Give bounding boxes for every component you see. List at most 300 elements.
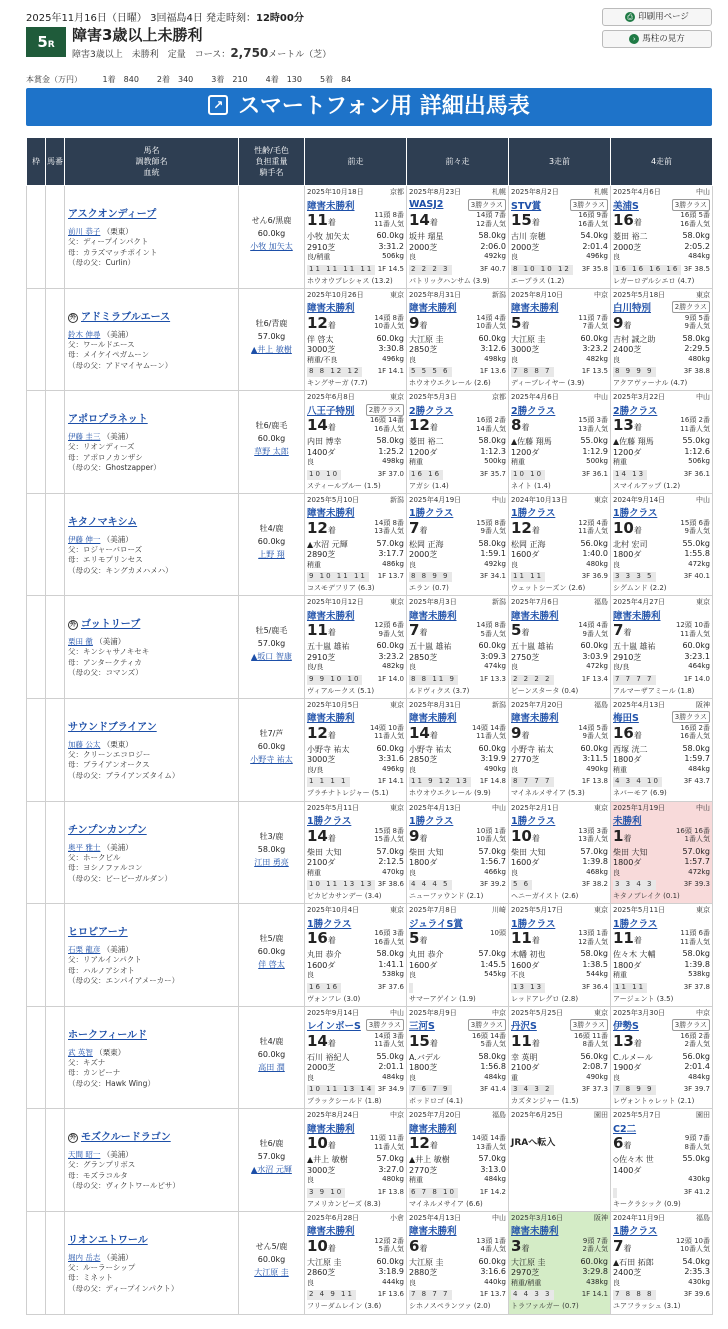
sire: 父：ロジャーバローズ [68,544,143,554]
table-header [27,138,713,186]
past-distance: 2910芝 [613,652,642,662]
col-p1: 前走 [305,138,407,186]
finish-position: 16着 [613,211,642,229]
past-race-cell: 2025年8月23日 札幌 WASJ2 3勝クラス 14着 14頭 7番 12番人気 坂井 瑠星 58.0kg 2000芝 2:06.0 良 492kg 2 2 2 3 3F 40.7 パトリックハンサム (3.9) [407,186,509,289]
past-date: 2025年1月19日 [613,803,666,812]
winner-name: キングサーガ (7.7) [307,379,368,388]
past-distance: 2850芝 [409,345,438,355]
passing-order: 16 16 [309,982,340,991]
finish-position: 13着 [613,1031,642,1050]
past-race-link[interactable]: 1勝クラス [613,1226,658,1238]
past-date: 2025年6月8日 [307,393,355,402]
past-race-link[interactable]: 伊勢S [613,1021,639,1033]
past-date: 2025年4月27日 [613,598,666,607]
num-cell [46,698,65,801]
past-race-link[interactable]: 障害未勝利 [307,1123,355,1135]
jockey-link[interactable]: 小牧 加矢太 [250,242,293,251]
jockey-link[interactable]: ▲水沼 元輝 [251,1165,292,1175]
past-place: 中京 [594,290,608,299]
past-date: 2025年4月13日 [409,803,462,812]
race-conditions: 障害3歳以上 未勝利 定量 コース：2,750メートル（芝） [72,46,332,60]
past-date: 2025年7月20日 [511,700,564,709]
past-distance: 1900ダ [613,1063,642,1073]
finish-position: 16着 [307,929,336,948]
winner-name: ヴィアルークス (5.1) [307,686,375,695]
past-race-link[interactable]: 障害未勝利 [511,713,559,725]
past-jockey: 小野寺 祐太 [511,744,554,754]
past-jockey: 大江原 圭 [307,1257,342,1267]
race-name: 障害3歳以上未勝利 [72,26,203,44]
winner-name: プラチナトレジャー (5.1) [307,789,389,798]
past-time: 3:16.6 [480,1267,506,1277]
field-info: 14頭 4番 10番人気 [476,313,506,331]
past-race-link[interactable]: 障害未勝利 [409,713,457,725]
past-race-cell: 2025年4月19日 中山 1勝クラス 7着 15頭 8番 9番人気 松岡 正海 58.0kg 2000芝 1:59.1 良 492kg 8 8 9 9 3F 34.1 エラン (0.7) [407,493,509,596]
col-num: 馬番 [46,138,65,186]
past-place: 東京 [594,803,608,812]
field-info: 16頭 2番 2番人気 [680,1031,710,1049]
past-time: 1:45.5 [480,959,506,969]
trainer-link[interactable]: 石栗 龍彦 [68,945,101,955]
past-race-cell: 2025年5月11日 東京 1勝クラス 11着 11頭 6番 11番人気 佐々木 大輔 58.0kg 1800ダ 1:39.8 稍重 538kg 11 11 3F 37.8 アージェント (3.5) [611,904,713,1007]
past-date: 2025年5月17日 [511,906,564,915]
race-date: 2025年11月16日（日曜） [26,13,147,24]
guide-button[interactable]: › 馬柱の見方 [602,30,712,48]
jockey-link[interactable]: 高田 潤 [258,1062,285,1072]
grade-badge: 3勝クラス [468,1019,506,1031]
winner-name: アルマーザアミール (1.8) [613,686,695,695]
num-cell [46,801,65,904]
past-jockey: 木幡 初也 [511,950,546,960]
sex-age: 牡6/青鹿 [255,318,288,328]
past-race-link[interactable]: 梅田S [613,713,639,725]
past-date: 2025年8月23日 [409,188,462,196]
field-info: 16頭 3番 16番人気 [374,929,404,946]
past-race-link[interactable]: 障害未勝利 [409,303,457,315]
table-row [27,1109,713,1212]
winner-name: アクアヴァーナル (4.7) [613,379,688,388]
past-race-link[interactable]: 障害未勝利 [307,508,355,520]
passing-order: 3 3 3 5 [615,572,654,581]
past-place: 東京 [696,598,710,607]
sex-age: 牡4/鹿 [259,1036,284,1046]
past-race-cell: 2025年5月25日 東京 丹沢S 3勝クラス 11着 16頭 11番 8番人気 幸 英明 56.0kg 2100ダ 2:08.7 重 490kg 3 4 3 2 3F 37.3 カズタンジャー (1.5) [509,1006,611,1109]
finish-position: 9着 [511,723,530,742]
past-time: 1:59.7 [684,754,710,764]
horse-name-link[interactable]: 外 モズクルードラゴン [69,1132,171,1144]
dam: 母：カラズマッチポイント [68,247,158,257]
passing-order: 13 13 [513,982,544,991]
past-place: 東京 [390,906,404,915]
past-race-cell: 2025年4月13日 中山 1勝クラス 9着 10頭 1番 10番人気 柴田 大知 57.0kg 1800ダ 1:56.7 良 466kg 4 4 4 5 3F 39.2 ニューファウンド (2.1) [407,801,509,904]
grade-badge: 3勝クラス [672,199,710,211]
past-race-cell: 2025年6月8日 東京 八王子特別 2勝クラス 14着 16頭 14番 16番人気 内田 博幸 58.0kg 1400ダ 1:25.2 良 498kg 10 10 3F 37.0 スティールブルー (1.5) [305,391,407,494]
field-info: 14頭 4番 9番人気 [578,621,608,638]
past-race-cell: 2025年6月25日 園田 JRAへ転入 [509,1109,611,1212]
past-race-link[interactable]: 三河S [409,1021,435,1033]
horse-cell [65,391,239,494]
past-date: 2025年9月14日 [307,1008,360,1017]
passing-order: 8 9 9 9 [615,367,654,376]
past-race-link[interactable]: ジュライS賞 [409,918,463,930]
past-race-link[interactable]: 八王子特別 [307,405,355,417]
past-race-link[interactable]: 障害未勝利 [307,200,355,212]
past-time: 2:01.4 [582,241,608,251]
past-race-link[interactable]: 1勝クラス [307,918,352,930]
trainer: 天間 昭一 （美浦） [68,1150,133,1160]
past-distance: 1800ダ [613,858,642,868]
col-sex: 性齢/毛色 負担重量 騎手名 [239,138,305,186]
winner-name: ユアフラッシュ (3.1) [613,1302,681,1311]
past-date: 2025年10月18日 [307,188,364,196]
past-jockey: 柴田 大知 [613,847,648,857]
past-race-link[interactable]: 2勝クラス [511,405,556,417]
past-time: 1:40.0 [582,549,608,559]
jockey-link[interactable]: 上野 翔 [258,549,285,559]
past-time: 1:12.9 [582,446,608,456]
field-info: 12頭 6番 9番人気 [374,621,404,638]
past-race-link[interactable]: 2勝クラス [409,405,454,417]
field-info: 13頭 1番 4番人気 [476,1236,506,1254]
past-distance: 2770芝 [409,1165,438,1175]
past-distance: 2860芝 [307,1268,336,1278]
past-jockey: 西塚 洸二 [613,744,648,754]
past-time: 3:30.8 [378,344,404,354]
past-jockey: 五十嵐 雄祐 [511,642,554,652]
past-date: 2025年5月18日 [613,290,666,299]
past-race-link[interactable]: 白川特別 [613,303,652,315]
past-distance: 2000芝 [613,242,642,252]
past-distance: 2910芝 [307,652,336,662]
past-date: 2025年10月12日 [307,598,364,607]
passing-order [409,983,413,993]
grade-badge: 2勝クラス [366,404,404,416]
past-jockey: C.ルメール [613,1052,653,1062]
horse-name-link[interactable]: チンプンカンプン [68,824,147,836]
horse-cell [65,1109,239,1212]
past-race-cell: 2025年5月10日 新潟 障害未勝利 12着 14頭 8番 13番人気 ▲水沼 元輝 57.0kg 2890芝 3:17.7 稍重 486kg 9 10 11 11 1F 13.7 コスモデフリア (6.3) [305,493,407,596]
num-cell [46,1211,65,1314]
past-time: 3:11.5 [582,754,608,764]
past-jockey: 五十嵐 雄祐 [613,642,656,652]
horse-name-link[interactable]: ヒロピアーナ [68,927,128,939]
field-info: 14頭 8番 5番人気 [476,621,506,638]
passing-order [613,1188,617,1198]
past-race-link[interactable]: 障害未勝利 [307,303,355,315]
past-race-link[interactable]: 障害未勝利 [307,1226,355,1238]
jockey-link[interactable]: 伴 啓太 [258,960,285,970]
field-info: 9頭 5番 9番人気 [684,313,710,331]
jockey-link[interactable]: ▲坂口 智康 [251,652,292,662]
horse-name-link[interactable]: 外 アドミラブルエース [69,311,171,323]
past-jockey: 大江原 圭 [511,1257,546,1267]
num-cell [46,904,65,1007]
num-cell [46,596,65,699]
jockey-link[interactable]: 大江原 圭 [254,1267,289,1277]
past-time: 2:01.1 [378,1062,404,1072]
past-race-link[interactable]: C2二 [613,1123,637,1135]
past-jockey: 佐々木 大輔 [613,950,656,960]
past-race-link[interactable]: 障害未勝利 [409,1226,457,1238]
past-jockey: 柴田 大知 [511,847,546,857]
sire: 父：キンシャサノキセキ [68,647,150,657]
horse-name-link[interactable]: 外 ゴットリーブ [69,619,141,631]
carried-weight: 60.0kg [257,536,286,546]
past-date: 2025年10月5日 [307,700,360,709]
past-time: 2:29.5 [684,344,710,354]
field-info: 12頭 4番 11番人気 [578,518,608,536]
winner-name: ヴォンフレ (3.0) [307,994,361,1003]
past-race-link[interactable]: 障害未勝利 [511,610,559,622]
horse-name-link[interactable]: サウンドブライアン [68,721,157,733]
jockey-link[interactable]: 小野寺 祐太 [250,754,293,764]
field-info: 10頭 [490,929,506,938]
past-race-link[interactable]: 障害未勝利 [511,1226,559,1238]
jockey-link[interactable]: ▲井上 敏樹 [251,344,292,354]
past-race-link[interactable]: レインボーS [307,1021,361,1033]
past-race-cell: 2025年10月5日 東京 障害未勝利 12着 14頭 10番 11番人気 小野寺 祐太 60.0kg 3000芝 3:31.6 良/良 496kg 1 1 1 1 1F 14.1 プラチナトレジャー (5.1) [305,698,407,801]
trainer-link[interactable]: 前川 恭子 [68,227,101,236]
sex-age: せん5/鹿 [255,1241,288,1251]
sex-age: せん6/黒鹿 [251,216,292,225]
grade-badge: 3勝クラス [366,1019,404,1031]
sex-age: 牡3/鹿 [259,831,284,841]
finish-position: 14着 [307,416,336,435]
passing-order: 4 3 4 10 [615,777,660,786]
field-info: 11頭 8番 11番人気 [374,211,404,228]
finish-position: 12着 [307,723,336,742]
past-place: 札幌 [492,188,506,196]
past-date: 2025年7月8日 [409,906,457,915]
sire: 父：ディープインパクト [68,237,149,246]
winner-name: アガシ (1.4) [409,481,449,490]
passing-order: 9 9 10 10 [309,674,361,683]
trainer-link[interactable]: 栗田 徹 [68,637,93,647]
past-distance: 1600ダ [511,550,540,560]
past-time: 2:08.7 [582,1062,608,1072]
past-jockey: ◇佐々木 世 [613,1155,654,1165]
finish-position: 8着 [511,416,530,435]
past-place: 阪神 [594,1213,608,1222]
past-race-cell: 2025年10月12日 東京 障害未勝利 11着 12頭 6番 9番人気 五十嵐 雄祐 60.0kg 2910芝 3:23.2 良/良 482kg 9 9 10 10 1F 14.0 ヴィアルークス (5.1) [305,596,407,699]
past-race-link[interactable]: 障害未勝利 [307,610,355,622]
finish-position: 14着 [409,211,438,229]
dam-sire: （母の父：ブライアンズタイム） [68,770,180,780]
field-info: 12頭 10番 10番人気 [675,1236,710,1254]
winner-name: キークラシック (0.9) [613,1199,681,1208]
trainer-link[interactable]: 奥平 雅士 [68,842,101,852]
passing-order: 3 9 10 [309,1187,344,1196]
col-p3: 3走前 [509,138,611,186]
past-date: 2025年5月10日 [307,495,360,504]
horse-name-link[interactable]: アポロプラネット [68,414,148,426]
carried-weight: 60.0kg [257,1049,286,1059]
past-jockey: 小野寺 祐太 [307,744,350,754]
foreign-mark-icon: 外 [69,313,76,321]
past-place: 小倉 [390,1213,404,1222]
horse-name-link[interactable]: リオンエトワール [68,1234,148,1246]
field-info: 16頭 2番 16番人気 [680,723,710,741]
passing-order: 10 10 [309,469,340,478]
past-race-link[interactable]: 障害未勝利 [613,610,661,622]
past-race-cell: 2025年8月10日 中京 障害未勝利 5着 11頭 7番 7番人気 大江原 圭 60.0kg 3000芝 3:23.2 良 482kg 7 8 8 7 1F 13.5 ディープレイヤー (3.9) [509,288,611,391]
foreign-mark-icon: 外 [69,1134,76,1142]
sex-age: 牡5/鹿毛 [255,626,288,636]
past-place: 札幌 [594,188,608,196]
field-info: 14頭 7番 12番人気 [476,211,506,228]
past-distance: 1800ダ [613,960,642,970]
sire: 父：グランプリボス [68,1160,136,1170]
finish-position: 12着 [307,313,336,332]
carried-weight: 60.0kg [257,1254,286,1264]
sex-age: 牡6/鹿毛 [255,421,288,431]
past-jockey: 石川 裕紀人 [307,1052,350,1062]
past-date: 2024年10月13日 [511,495,568,504]
past-place: 東京 [390,393,404,402]
race-header [0,0,728,92]
carried-weight: 60.0kg [257,741,286,751]
past-time: 3:31.6 [378,754,404,764]
past-date: 2025年8月9日 [409,1008,457,1017]
past-race-cell: 2024年9月14日 中山 1勝クラス 10着 15頭 6番 9番人気 北村 宏司 55.0kg 1800ダ 1:55.8 良 472kg 3 3 3 5 3F 40.1 シグムンド (2.2) [611,493,713,596]
field-info: 16頭 16番 1番人気 [675,826,710,844]
past-race-link[interactable]: 未勝利 [613,816,642,828]
trainer-link[interactable]: 鈴木 伸尋 [68,329,101,339]
past-race-cell: 2025年4月6日 中山 美浦S 3勝クラス 16着 16頭 5番 16番人気 菱田 裕二 58.0kg 2000芝 2:05.2 良 484kg 16 16 16 16 3F 38.5 レガーロデルシエロ (4.7) [611,186,713,289]
past-time: 3:31.2 [378,241,404,251]
past-race-cell: 2025年4月27日 東京 障害未勝利 7着 12頭 10番 11番人気 五十嵐 雄祐 60.0kg 2910芝 3:23.1 良/良 464kg 7 7 7 7 1F 14.0 アルマーザアミール (1.8) [611,596,713,699]
past-race-link[interactable]: STV賞 [511,200,542,212]
field-info: 14頭 3番 11番人気 [374,1031,404,1049]
past-distance: 2000芝 [307,1063,336,1073]
past-time: 2:01.4 [684,1062,710,1072]
past-date: 2025年4月13日 [613,700,666,709]
past-race-link[interactable]: WASJ2 [409,199,444,210]
passing-order: 2 2 2 3 [411,264,450,273]
past-race-link[interactable]: 丹沢S [511,1021,537,1033]
sire: 父：キズナ [68,1057,106,1067]
table-row [27,698,713,801]
past-race-link[interactable]: 美浦S [613,200,639,212]
past-race-link[interactable]: 障害未勝利 [409,1123,457,1135]
past-distance: 1400ダ [613,1165,642,1175]
sex-cell [239,904,305,1007]
horse-name-link[interactable]: ホークフィールド [68,1029,147,1041]
passing-order: 11 11 [513,572,544,581]
trainer-link[interactable]: 堀内 岳志 [68,1252,101,1262]
passing-order: 4 4 4 5 [411,880,450,889]
field-info: 12頭 10番 11番人気 [675,621,710,638]
past-place: 福島 [696,1213,710,1222]
winner-name: ネイト (1.4) [511,481,551,490]
past-race-cell: 2025年10月18日 京都 障害未勝利 11着 11頭 8番 11番人気 小牧 加矢太 60.0kg 2910芝 3:31.2 良/稍重 506kg 11 11 11 11 1F 14.5 ホウオウプレシャス (13.2) [305,186,407,289]
sex-age: 牡4/鹿 [259,523,284,533]
past-race-link[interactable]: 1勝クラス [613,508,658,520]
past-jockey: 大江原 圭 [409,1257,444,1267]
table-row [27,1211,713,1314]
passing-order: 8 8 9 9 [411,572,450,581]
passing-order: 8 8 11 9 [411,674,456,683]
jockey-link[interactable]: 江田 勇亮 [254,857,289,867]
past-place: 東京 [390,598,404,607]
past-date: 2025年6月28日 [307,1213,360,1222]
dam-sire: （母の父：ビービーガルダン） [68,873,173,883]
sex-cell [239,801,305,904]
sex-age: 牡5/鹿 [259,934,284,944]
past-distance: 3000芝 [307,1165,336,1175]
table-row [27,596,713,699]
trainer-link[interactable]: 天間 昭一 [68,1150,101,1160]
field-info: 14頭 14番 11番人気 [471,723,506,741]
past-race-link[interactable]: 1勝クラス [511,508,556,520]
past-race-link[interactable]: 1勝クラス [307,816,352,828]
past-race-cell: 2024年10月13日 東京 1勝クラス 12着 12頭 4番 11番人気 松岡 正海 56.0kg 1600ダ 1:40.0 良 480kg 11 11 3F 36.9 ウェットシーズン (2.6) [509,493,611,596]
foreign-mark-icon: 外 [69,621,76,629]
past-distance: 2910芝 [307,242,336,252]
trainer-link[interactable]: 伊藤 伸一 [68,534,101,544]
past-jockey: ▲井上 敏樹 [409,1155,450,1165]
past-race-link[interactable]: 1勝クラス [409,816,454,828]
passing-order: 14 13 [615,469,646,478]
past-jockey: 吉村 誠之助 [613,334,656,344]
horse-cell [65,1211,239,1314]
winner-name: フリーダムレイン (3.6) [307,1302,382,1311]
past-race-link[interactable]: 1勝クラス [511,816,556,828]
horse-name-link[interactable]: キタノマキシム [68,516,138,528]
smartphone-banner[interactable]: ↗ スマートフォン用 詳細出馬表 [26,88,712,126]
finish-position: 14着 [307,826,336,845]
print-button[interactable]: ⎙ 印刷用ページ [602,8,712,26]
horse-cell [65,904,239,1007]
past-jockey: 五十嵐 雄祐 [307,642,350,652]
past-place: 福島 [594,598,608,607]
jra-transfer-note: JRAへ転入 [511,1138,556,1149]
trainer-link[interactable]: 加藤 公太 [68,739,101,749]
past-race-link[interactable]: 障害未勝利 [511,303,559,315]
passing-order: 7 7 7 7 [615,674,654,683]
carried-weight: 57.0kg [257,639,286,649]
past-time: 2:35.3 [684,1267,710,1277]
trainer-link[interactable]: 武 英智 [68,1047,93,1057]
past-race-link[interactable]: 1勝クラス [511,918,556,930]
past-race-link[interactable]: 障害未勝利 [409,610,457,622]
sex-age: 牡7/芦 [259,728,284,738]
sex-cell [239,596,305,699]
past-race-cell: 2025年4月13日 中山 障害未勝利 6着 13頭 1番 4番人気 大江原 圭 60.0kg 2880芝 3:16.6 良 440kg 7 8 7 7 1F 13.7 シホノスペランツァ (2.0) [407,1211,509,1314]
finish-position: 16着 [613,723,642,742]
trainer: 栗田 徹 （美浦） [68,637,126,647]
dam: 母：アポロノカンザシ [68,452,143,462]
field-info: 14頭 8番 13番人気 [374,518,404,536]
trainer: 前川 恭子 （栗東） [68,227,133,236]
past-race-link[interactable]: 1勝クラス [409,508,454,520]
past-race-link[interactable]: 2勝クラス [613,405,658,417]
winner-name: ホウオウエクレール (2.6) [409,379,491,388]
trainer-link[interactable]: 伊藤 圭三 [68,432,101,442]
jockey-link[interactable]: 草野 太郎 [254,447,289,457]
past-jockey: 松岡 正海 [409,539,444,549]
finish-position: 12着 [307,518,336,537]
col-horse: 馬名 調教師名 血統 [65,138,239,186]
past-date: 2025年5月7日 [613,1111,661,1120]
past-time: 3:27.0 [378,1164,404,1174]
past-race-link[interactable]: 障害未勝利 [307,713,355,725]
past-race-link[interactable]: 1勝クラス [613,918,658,930]
passing-order: 8 7 7 7 [513,777,552,786]
horse-name-link[interactable]: アスクオンディープ [68,209,157,220]
winner-name: エープラス (1.2) [511,276,565,285]
table-row [27,493,713,596]
